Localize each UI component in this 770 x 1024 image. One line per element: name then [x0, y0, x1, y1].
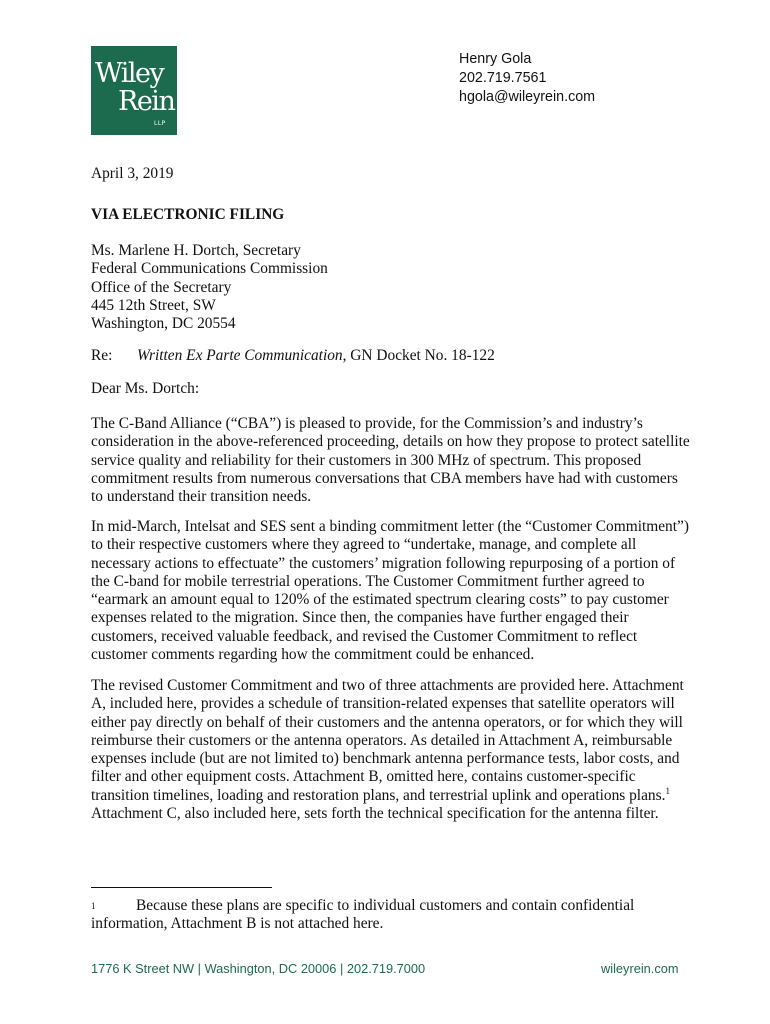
footnote-line: information, Attachment B is not attached here.	[91, 915, 384, 933]
footer-website-link[interactable]: wileyrein.com	[601, 961, 679, 976]
paragraph-line: expenses related to the migration. Since then, the companies have further engaged their	[91, 609, 629, 627]
paragraph-line: customer comments regarding how the commitment could be enhanced.	[91, 646, 535, 664]
paragraph-line: Attachment C, also included here, sets forth the technical specification for the antenna filter.	[91, 805, 659, 823]
footnote-divider	[91, 887, 272, 888]
paragraph-line: “earmark an amount equal to 120% of the estimated spectrum clearing costs” to pay customer	[91, 591, 669, 609]
paragraph-line: service quality and reliability for their customers in 300 MHz of spectrum. This proposed	[91, 451, 642, 469]
paragraph-line: filter and other equipment costs. Attachment B, omitted here, contains customer-specific	[91, 768, 636, 786]
sender-email: hgola@wileyrein.com	[459, 89, 596, 105]
footnote-reference[interactable]: 1	[665, 785, 670, 796]
paragraph-line: The revised Customer Commitment and two of three attachments are provided here. Attachment	[91, 677, 684, 694]
footnote	[91, 897, 691, 934]
paragraph-line: customers, received valuable feedback, and revised the Customer Commitment to reflect	[91, 627, 638, 645]
addressee-line: Office of the Secretary	[91, 278, 232, 296]
paragraph-line: to their respective customers where they agreed to “undertake, manage, and complete all	[91, 536, 637, 554]
footnote-line	[91, 897, 691, 915]
logo-word-rein: Rein	[118, 86, 175, 117]
addressee-line: Washington, DC 20554	[91, 315, 236, 333]
paragraph-line	[91, 787, 691, 805]
body-paragraph-2	[91, 518, 691, 664]
footnote-text: Because these plans are specific to individual customers and contain confidential	[136, 897, 635, 914]
paragraph-line: either pay directly on behalf of their customers and the antenna operators, or for which they will	[91, 713, 683, 731]
subject-docket: , GN Docket No. 18-122	[342, 347, 495, 364]
footnote-number: 1	[91, 901, 96, 911]
logo-word-wiley: Wiley	[95, 58, 164, 89]
paragraph-line: reimburse their customers or the antenna operators. As detailed in Attachment A, reimbursable	[91, 731, 673, 749]
paragraph-line: commitment results from numerous conversations that CBA members have had with customers	[91, 469, 678, 487]
subject-line	[91, 347, 691, 365]
paragraph-line: the C-band for mobile terrestrial operations. The Customer Commitment further agreed to	[91, 572, 645, 590]
footer-address: 1776 K Street NW | Washington, DC 20006 | 202.719.7000	[91, 961, 426, 976]
paragraph-line: In mid-March, Intelsat and SES sent a binding commitment letter (the “Customer Commitment”)	[91, 518, 689, 535]
sender-contact	[459, 50, 595, 107]
addressee-line: Federal Communications Commission	[91, 260, 328, 278]
paragraph-line: consideration in the above-referenced proceeding, details on how they propose to protect satellite	[91, 433, 690, 451]
sender-name: Henry Gola	[459, 51, 532, 67]
paragraph-line: expenses include (but are not limited to) benchmark antenna performance tests, labor costs, and	[91, 750, 680, 768]
wiley-rein-logo	[91, 46, 177, 135]
subject-label: Re:	[91, 347, 113, 364]
subject-italic: Written Ex Parte Communication	[137, 347, 343, 364]
paragraph-line: A, included here, provides a schedule of transition-related expenses that satellite operators will	[91, 695, 675, 713]
salutation: Dear Ms. Dortch:	[91, 380, 200, 397]
logo-word-llp: LLP	[154, 120, 166, 127]
body-paragraph-1	[91, 415, 691, 506]
delivery-method: VIA ELECTRONIC FILING	[91, 206, 285, 223]
addressee-line: 445 12th Street, SW	[91, 296, 216, 314]
paragraph-line: necessary actions to effectuate” the customers’ migration following repurposing of a portion of	[91, 554, 676, 572]
body-paragraph-3	[91, 677, 691, 823]
letter-date: April 3, 2019	[91, 165, 174, 182]
paragraph-line: to understand their transition needs.	[91, 488, 312, 506]
paragraph-line-text: transition timelines, loading and restoration plans, and terrestrial uplink and operations plans.	[91, 786, 666, 804]
sender-phone: 202.719.7561	[459, 70, 547, 86]
paragraph-line: The C-Band Alliance (“CBA”) is pleased to provide, for the Commission’s and industry’s	[91, 415, 643, 432]
addressee-line: Ms. Marlene H. Dortch, Secretary	[91, 242, 301, 259]
addressee-block	[91, 242, 691, 333]
